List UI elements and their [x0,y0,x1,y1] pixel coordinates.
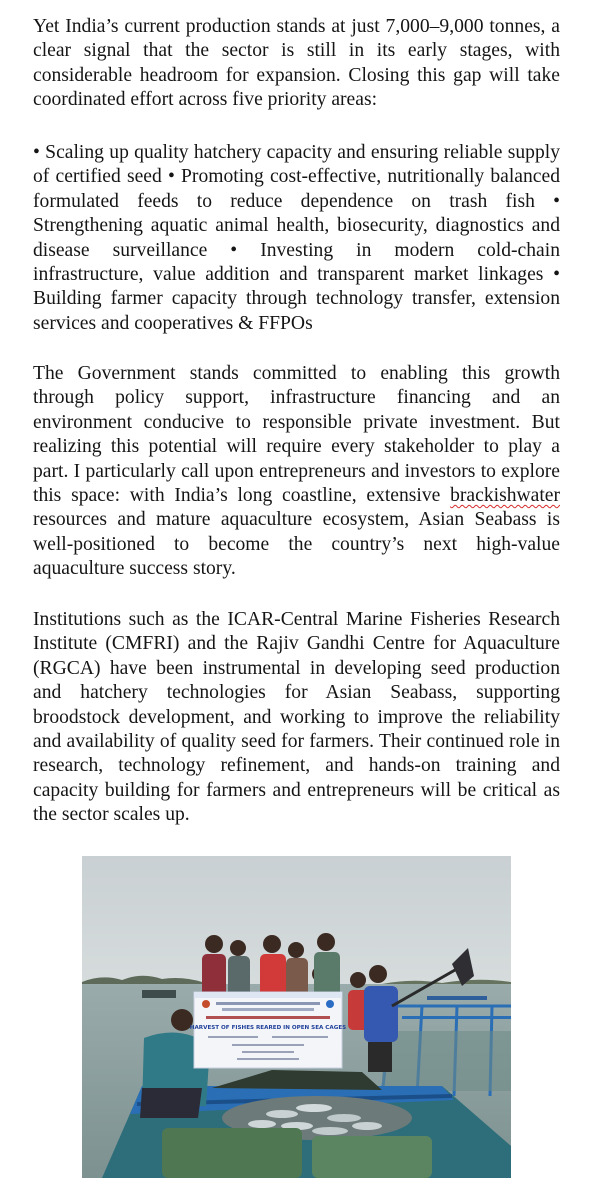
paragraph-government-text-start: The Government stands committed to enabling this growth through policy support, infrastructure financing and an environment conducive to responsible private investment. But realizing this potential will require every stakeholder to play a part. I particularly call upon entrepreneurs and investors to explore this space: with India’s long coastline, extensive [33,363,560,507]
spellcheck-flagged-word[interactable]: brackishwater [450,485,560,507]
banner-heading: HARVEST OF FISHES REARED IN OPEN SEA CAGES [189,1025,347,1031]
harvest-photo [82,856,511,1178]
paragraph-government-commitment [33,362,560,582]
harvest-banner [190,992,346,1068]
paragraph-priority-areas: • Scaling up quality hatchery capacity and ensuring reliable supply of certified seed • Promoting cost-effective, nutritionally balanced formulated feeds to reduce dependence on trash fish • Strengthening aquatic animal health, biosecurity, diagnostics and disease surveillance • Investing in modern cold-chain infrastructure, value addition and transparent market linkages • Building farmer capacity through technology transfer, extension services and cooperatives & FFPOs [33,142,560,334]
paragraph-institutions: Institutions such as the ICAR-Central Marine Fisheries Research Institute (CMFRI) and the Rajiv Gandhi Centre for Aquaculture (RGCA) have been instrumental in developing seed production and hatchery technologies for Asian Seabass, supporting broodstock development, and working to improve the reliability and availability of quality seed for farmers. Their continued role in research, technology refinement, and hands-on training and capacity building for farmers and entrepreneurs will be critical as the sector scales up. [33,609,560,826]
net-bundle [162,1128,302,1178]
paragraph-production-gap: Yet India’s current production stands at just 7,000–9,000 tonnes, a clear signal that the sector is still in its early stages, with considerable headroom for expansion. Closing this gap will take coordinated effort across five priority areas: [33,16,560,111]
harvest-photo-illustration [82,856,511,1178]
paragraph-government-text-end: resources and mature aquaculture ecosystem, Asian Seabass is well-positioned to become the country’s next high-value aquaculture success story. [33,509,560,580]
